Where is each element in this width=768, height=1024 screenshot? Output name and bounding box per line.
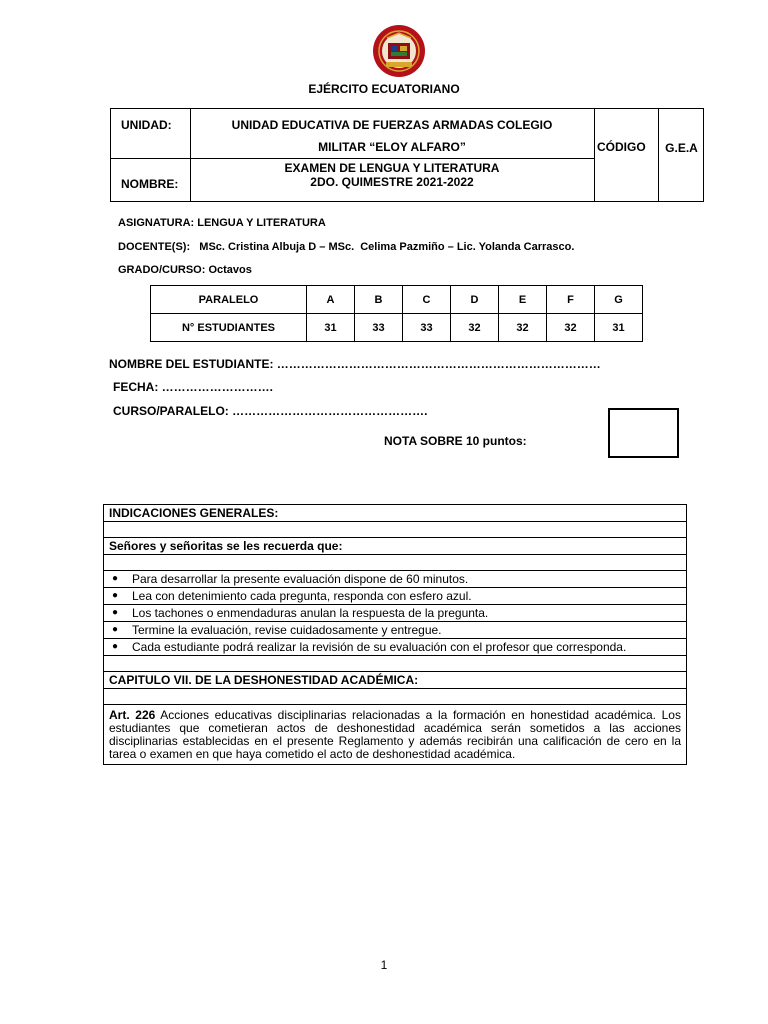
codigo-label: CÓDIGO bbox=[597, 140, 646, 154]
date-field[interactable]: FECHA: ………………………. bbox=[113, 380, 273, 394]
asignatura-line: ASIGNATURA: LENGUA Y LITERATURA bbox=[118, 217, 326, 229]
bullet-icon: ● bbox=[112, 573, 119, 584]
unidad-name-line1: UNIDAD EDUCATIVA DE FUERZAS ARMADAS COLEGIO bbox=[231, 118, 553, 132]
grado-curso-line: GRADO/CURSO: Octavos bbox=[118, 264, 252, 276]
course-field[interactable]: CURSO/PARALELO: …………………………………………. bbox=[113, 404, 428, 418]
table-cell: PARALELO bbox=[151, 286, 307, 314]
header-table bbox=[110, 108, 704, 202]
student-name-field[interactable]: NOMBRE DEL ESTUDIANTE: ……………………………………………………………………… bbox=[109, 357, 601, 371]
blank-row bbox=[104, 656, 686, 672]
table-cell: 33 bbox=[403, 314, 451, 342]
list-item: ● Termine la evaluación, revise cuidadosamente y entregue. bbox=[104, 622, 686, 639]
article-paragraph bbox=[104, 705, 686, 764]
blank-row bbox=[104, 522, 686, 538]
table-cell: E bbox=[499, 286, 547, 314]
table-cell: G bbox=[595, 286, 643, 314]
nombre-label: NOMBRE: bbox=[121, 177, 179, 191]
school-emblem-logo bbox=[371, 24, 427, 78]
table-cell: 32 bbox=[451, 314, 499, 342]
instructions-title: INDICACIONES GENERALES: bbox=[104, 505, 686, 522]
blank-row bbox=[104, 689, 686, 705]
bullet-icon: ● bbox=[112, 624, 119, 635]
organization-title: EJÉRCITO ECUATORIANO bbox=[308, 82, 460, 96]
exam-title-line1: EXAMEN DE LENGUA Y LITERATURA bbox=[284, 161, 500, 175]
table-cell: C bbox=[403, 286, 451, 314]
unidad-label: UNIDAD: bbox=[121, 118, 172, 132]
table-cell: B bbox=[355, 286, 403, 314]
instructions-table bbox=[103, 504, 687, 765]
table-cell: 32 bbox=[499, 314, 547, 342]
bullet-icon: ● bbox=[112, 590, 119, 601]
paralelo-row bbox=[151, 286, 643, 314]
bullet-icon: ● bbox=[112, 607, 119, 618]
chapter-heading: CAPITULO VII. DE LA DESHONESTIDAD ACADÉMICA: bbox=[104, 672, 686, 689]
codigo-value: G.E.A bbox=[665, 141, 698, 155]
table-cell: N° ESTUDIANTES bbox=[151, 314, 307, 342]
list-item: ● Para desarrollar la presente evaluación dispone de 60 minutos. bbox=[104, 571, 686, 588]
list-item: ● Lea con detenimiento cada pregunta, responda con esfero azul. bbox=[104, 588, 686, 605]
table-cell: 33 bbox=[355, 314, 403, 342]
table-cell: 32 bbox=[547, 314, 595, 342]
unidad-name-line2: MILITAR “ELOY ALFARO” bbox=[318, 140, 466, 154]
page-number: 1 bbox=[380, 958, 388, 972]
table-cell: D bbox=[451, 286, 499, 314]
table-cell: F bbox=[547, 286, 595, 314]
exam-title-line2: 2DO. QUIMESTRE 2021-2022 bbox=[310, 175, 474, 189]
estudiantes-row bbox=[151, 314, 643, 342]
list-item: ● Cada estudiante podrá realizar la revisión de su evaluación con el profesor que corresponda. bbox=[104, 639, 686, 656]
list-item: ● Los tachones o enmendaduras anulan la respuesta de la pregunta. bbox=[104, 605, 686, 622]
article-text: Acciones educativas disciplinarias relacionadas a la formación en honestidad académica. Los estudiantes que cometieran actos de deshonestidad académica serán sometidos a las acciones disciplinarias establecidas en el presente Reglamento y además recibirán una calificación de cero en la tarea o examen en que haya cometido el acto de deshonestidad académica. bbox=[109, 708, 681, 761]
table-cell: 31 bbox=[307, 314, 355, 342]
grade-box[interactable] bbox=[608, 408, 679, 458]
table-cell: A bbox=[307, 286, 355, 314]
article-label: Art. 226 bbox=[109, 708, 156, 722]
bullet-icon: ● bbox=[112, 641, 119, 652]
grade-label: NOTA SOBRE 10 puntos: bbox=[384, 434, 527, 448]
docentes-line: DOCENTE(S): MSc. Cristina Albuja D – MSc. Celima Pazmiño – Lic. Yolanda Carrasco. bbox=[118, 241, 575, 253]
table-cell: 31 bbox=[595, 314, 643, 342]
instructions-subtitle: Señores y señoritas se les recuerda que: bbox=[104, 538, 686, 555]
blank-row bbox=[104, 555, 686, 571]
paralelo-table bbox=[150, 285, 643, 342]
